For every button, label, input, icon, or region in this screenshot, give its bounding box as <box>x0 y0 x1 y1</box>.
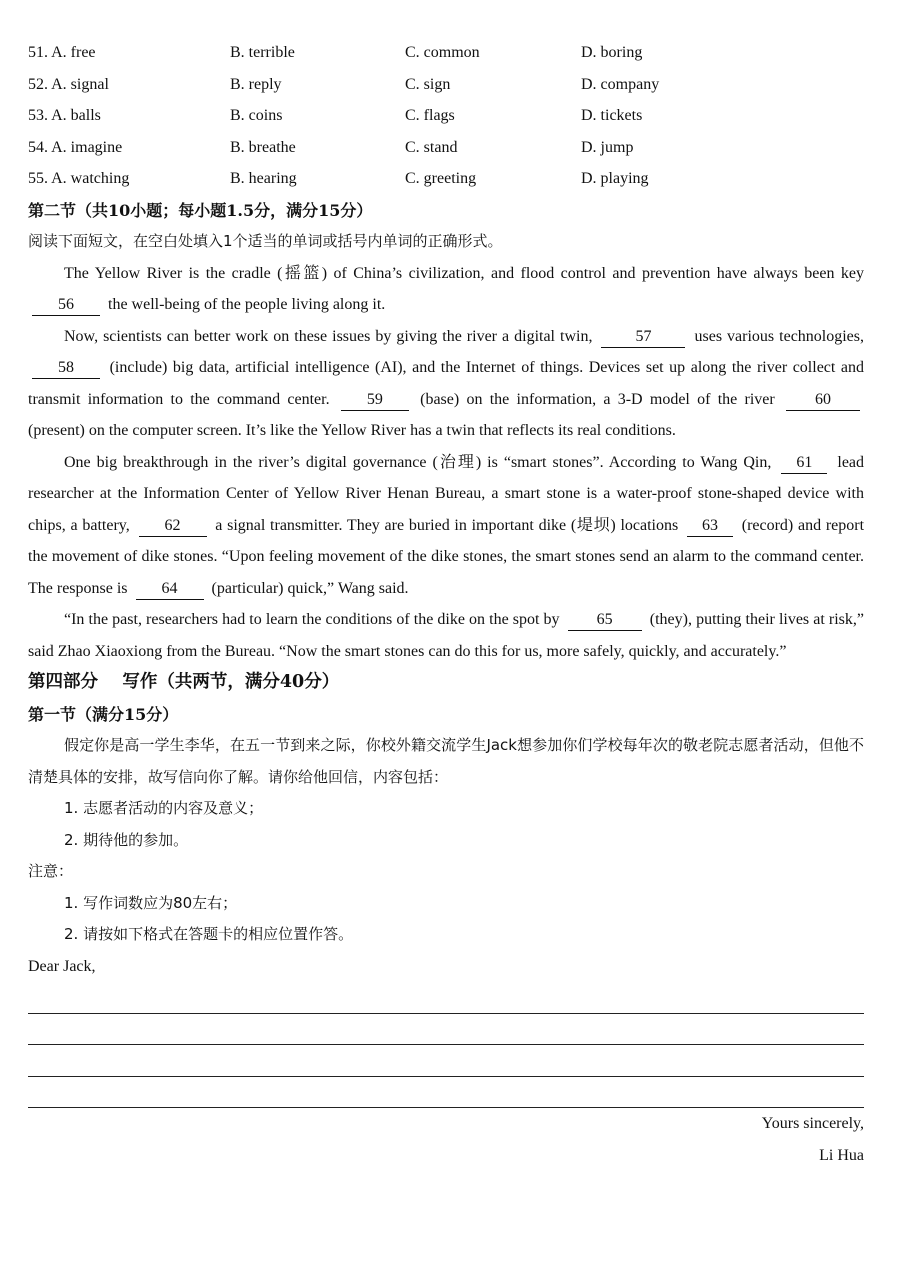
option-a: 52. A. signal <box>28 75 109 93</box>
blank-64[interactable]: 64 <box>136 579 204 600</box>
option-b: B. terrible <box>230 44 295 61</box>
writing-line[interactable] <box>28 1077 864 1109</box>
blank-59[interactable]: 59 <box>341 390 409 411</box>
note-item-1: 1. 写作词数应为80左右； <box>64 893 238 912</box>
section-2-heading: 第二节（共10小题；每小题1.5分，满分15分） <box>28 200 373 220</box>
option-b: B. coins <box>230 107 283 124</box>
writing-line[interactable] <box>28 982 864 1014</box>
part-4-section-1-heading: 第一节（满分15分） <box>28 704 179 724</box>
prompt-item-1: 1. 志愿者活动的内容及意义； <box>64 799 264 817</box>
letter-closing: Yours sincerely, <box>761 1115 864 1132</box>
question-52-options <box>28 69 864 101</box>
option-b: B. reply <box>230 75 282 93</box>
writing-prompt: 假定你是高一学生李华，在五一节到来之际，你校外籍交流学生Jack想参加你们学校每年次的敬老院志愿者活动，但他不清楚具体的安排，故写信向你了解。请你给他回信，内容包括： <box>28 736 864 786</box>
blank-65[interactable]: 65 <box>568 610 642 631</box>
blank-62[interactable]: 62 <box>139 516 207 537</box>
option-c: C. stand <box>405 138 458 156</box>
blank-60[interactable]: 60 <box>786 390 860 411</box>
blank-57[interactable]: 57 <box>601 327 685 348</box>
section-2-instruction: 阅读下面短文，在空白处填入1个适当的单词或括号内单词的正确形式。 <box>28 232 503 250</box>
passage-paragraph-3: One big breakthrough in the river’s digital governance (治理) is “smart stones”. According to Wang Qin, 61 lead researcher at the Information Center of Yellow River Henan Bureau, a smart stone is a water-proof stone-shaped device with chips, a battery, 62 a signal transmitter. They are buried in important dike (堤坝) locations 63 (record) and report the movement of dike stones. “Upon feeling movement of the dike stones, the smart stones send an alarm to the command center. The response is 64 (particular) quick,” Wang said. <box>28 447 864 605</box>
option-c: C. greeting <box>405 170 477 187</box>
passage-paragraph-2: Now, scientists can better work on these issues by giving the river a digital twin, 57 uses various technologies, 58 (include) big data, artificial intelligence (AI), and the Internet of things. Devices set up along the river collect and transmit information to the command center. 59 (base) on the information, a 3-D model of the river 60 (present) on the computer screen. It’s like the Yellow River has a twin that reflects its real conditions. <box>28 327 865 439</box>
option-d: D. playing <box>581 170 649 187</box>
prompt-item-2: 2. 期待他的参加。 <box>64 830 189 849</box>
option-a: 51. A. free <box>28 44 96 61</box>
option-d: D. tickets <box>581 107 643 124</box>
writing-line[interactable] <box>28 1045 864 1077</box>
option-c: C. common <box>405 44 480 61</box>
question-54-options <box>28 132 864 164</box>
question-55-options <box>28 163 864 195</box>
option-a: 55. A. watching <box>28 170 130 187</box>
letter-greeting: Dear Jack, <box>28 957 96 975</box>
option-a: 54. A. imagine <box>28 138 123 156</box>
option-b: B. breathe <box>230 138 296 156</box>
option-c: C. flags <box>405 107 455 124</box>
question-51-options <box>28 37 864 69</box>
option-d: D. boring <box>581 44 643 61</box>
notes-label: 注意： <box>28 862 74 880</box>
blank-61[interactable]: 61 <box>781 453 827 474</box>
blank-58[interactable]: 58 <box>32 358 100 379</box>
option-b: B. hearing <box>230 170 297 187</box>
blank-56[interactable]: 56 <box>32 295 100 316</box>
option-d: D. jump <box>581 138 634 156</box>
option-d: D. company <box>581 75 660 93</box>
exam-page <box>28 37 864 1171</box>
writing-line[interactable] <box>28 1014 864 1046</box>
option-c: C. sign <box>405 75 451 93</box>
option-a: 53. A. balls <box>28 107 101 124</box>
note-item-2: 2. 请按如下格式在答题卡的相应位置作答。 <box>64 925 354 943</box>
blank-63[interactable]: 63 <box>687 516 733 537</box>
passage-paragraph-4: “In the past, researchers had to learn the conditions of the dike on the spot by 65 (they), putting their lives at risk,” said Zhao Xiaoxiong from the Bureau. “Now the smart stones can do this for us, more safely, quickly, and accurately.” <box>28 611 865 660</box>
passage-paragraph-1: The Yellow River is the cradle (摇篮) of China’s civilization, and flood control and prevention have always been key 56 the well-being of the people living along it. <box>28 258 864 321</box>
question-53-options <box>28 100 864 132</box>
letter-signature: Li Hua <box>819 1146 864 1164</box>
part-4-heading: 第四部分 写作（共两节，满分40分） <box>28 672 340 692</box>
